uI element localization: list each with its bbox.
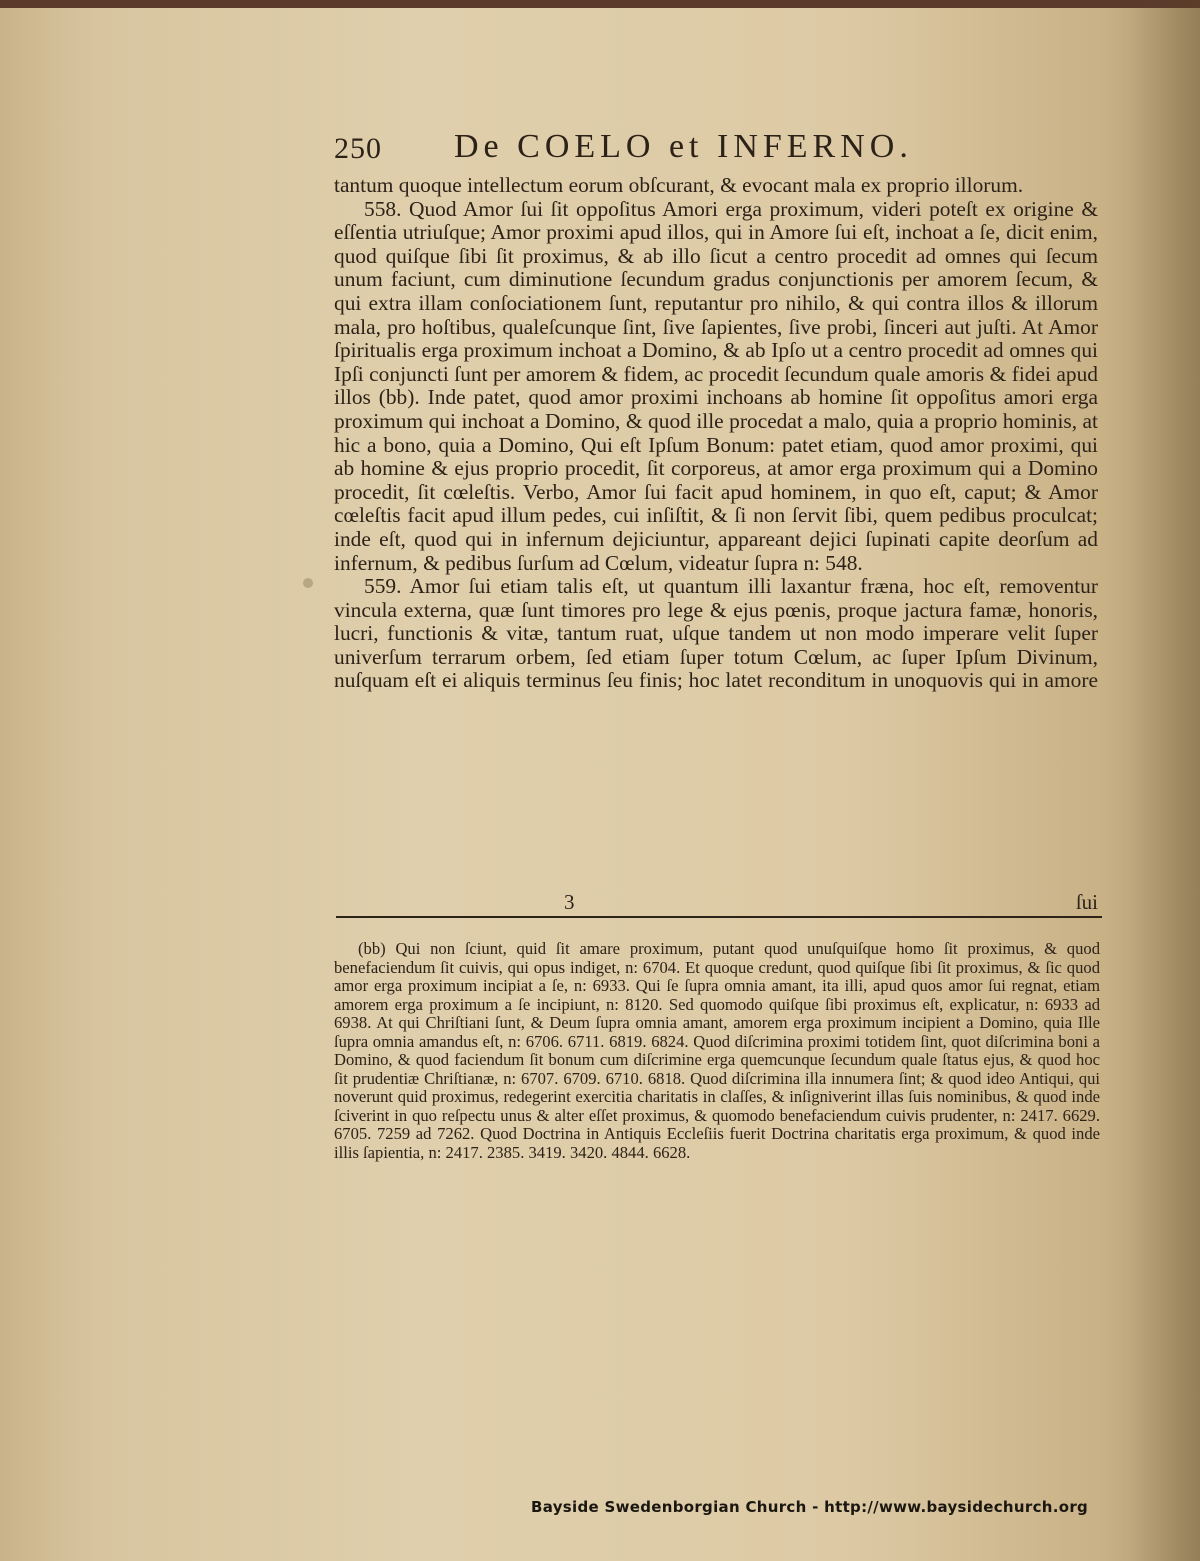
paragraph-559: 559. Amor ſui etiam talis eſt, ut quantum illi laxantur fræna, hoc eſt, removentur vincula externa, quæ ſunt timores pro lege & ejus pœnis, proque jactura famæ, honoris, lucri, functionis & vitæ, tantum ruat, uſque tandem ut non modo imperare velit ſuper univerſum terrarum orbem, ſed etiam ſuper totum Cœlum, ac ſuper Ipſum Divinum, nuſquam eſt ei aliquis terminus ſeu finis; hoc latet reconditum in unoquovis qui in amore — [334, 574, 1098, 693]
page-number: 250 — [334, 132, 382, 165]
footer-credit: Bayside Swedenborgian Church - http://www.baysidechurch.org — [531, 1498, 1089, 1516]
page-top-edge — [0, 0, 1200, 8]
footnote — [334, 940, 1100, 1162]
catchword: ſui — [1075, 890, 1098, 914]
signature-mark: 3 — [564, 890, 575, 914]
paragraph-558: 558. Quod Amor ſui ſit oppoſitus Amori erga proximum, videri poteſt ex origine & eſſentia utriuſque; Amor proximi apud illos, qui in Amore ſui eſt, inchoat a ſe, dicit enim, quod quiſque ſibi ſit proximus, & ab illo ſicut a centro procedit ad omnes qui ſecum unum faciunt, cum diminutione ſecundum gradus conjunctionis per amorem ſecum, & qui extra illam conſociationem ſunt, reputantur pro nihilo, & qui contra illos & illorum mala, pro hoſtibus, qualeſcunque ſint, ſive ſapientes, ſive probi, ſinceri aut juſti. At Amor ſpiritualis erga proximum inchoat a Domino, & ab Ipſo ut a centro procedit ad omnes qui Ipſi conjuncti ſunt per amorem & fidem, ac procedit ſecundum quale amoris & fidei apud illos (bb). Inde patet, quod amor proximi inchoans ab homine ſit oppoſitus amori erga proximum qui inchoat a Domino, & quod ille procedat a malo, quia a proprio hominis, at hic a bono, quia a Domino, Qui eſt Ipſum Bonum: patet etiam, quod amor proximi, qui ab homine & ejus proprio procedit, ſit corporeus, at amor erga proximum qui a Domino procedit, ſit cœleſtis. Verbo, Amor ſui facit apud hominem, in quo eſt, caput; & Amor cœleſtis facit apud illum pedes, cui inſiſtit, & ſi non ſervit ſibi, quem pedibus proculcat; inde eſt, quod qui in infernum dejiciuntur, appareant dejici ſupinati capite deorſum ad infernum, & pedibus ſurſum ad Cœlum, videatur ſupra n: 548. — [334, 196, 1098, 575]
main-text — [334, 174, 1098, 693]
footnote-text: (bb) Qui non ſciunt, quid ſit amare proximum, putant quod unuſquiſque homo ſit proximus, & quod benefaciendum ſit cuivis, qui opus indiget, n: 6704. Et quoque credunt, quod quiſque ſibi ſit proximus, & ſic quod amor erga proximum incipiat a ſe, n: 6933. Qui ſe ſupra omnia amant, ita illi, apud quos amor ſui regnat, etiam amorem erga proximum a ſe incipiunt, n: 8120. Sed quomodo quiſque ſibi proximus eſt, explicatur, n: 6933 ad 6938. At qui Chriſtiani ſunt, & Deum ſupra omnia amant, amorem erga proximum incipient a Domino, quia Ille ſupra omnia amandus eſt, n: 6706. 6711. 6819. 6824. Quod diſcrimina proximi totidem ſint, quot diſcrimina boni a Domino, & quod faciendum ſit bonum cum diſcrimine erga quemcunque ſecundum quale ſtatus ejus, & quod hoc ſit prudentiæ Chriſtianæ, n: 6707. 6709. 6710. 6818. Quod diſcrimina illa innumera ſint; & quod ideo Antiqui, qui noverunt quid proximus, redegerint exercitia charitatis in claſſes, & inſigniverint illas ſuis nominibus, & quod inde ſciverint in quo reſpectu unus & alter eſſet proximus, & quomodo benefaciendum cuivis prudenter, n: 2417. 6629. 6705. 7259 ad 7262. Quod Doctrina in Antiquis Eccleſiis fuerit Doctrina charitatis erga proximum, & quod inde illis ſapientia, n: 2417. 2385. 3419. 3420. 4844. 6628. — [334, 939, 1100, 1162]
paper-blemish — [303, 578, 313, 588]
footnote-rule — [336, 916, 1102, 918]
page-gutter-shadow — [1130, 0, 1200, 1561]
catchword-row — [334, 888, 1098, 914]
page-header — [334, 128, 1104, 172]
continuation-text: tantum quoque intellectum eorum obſcurant, & evocant mala ex proprio illorum. — [334, 173, 1024, 197]
running-title: De COELO et INFERNO. — [454, 128, 913, 165]
